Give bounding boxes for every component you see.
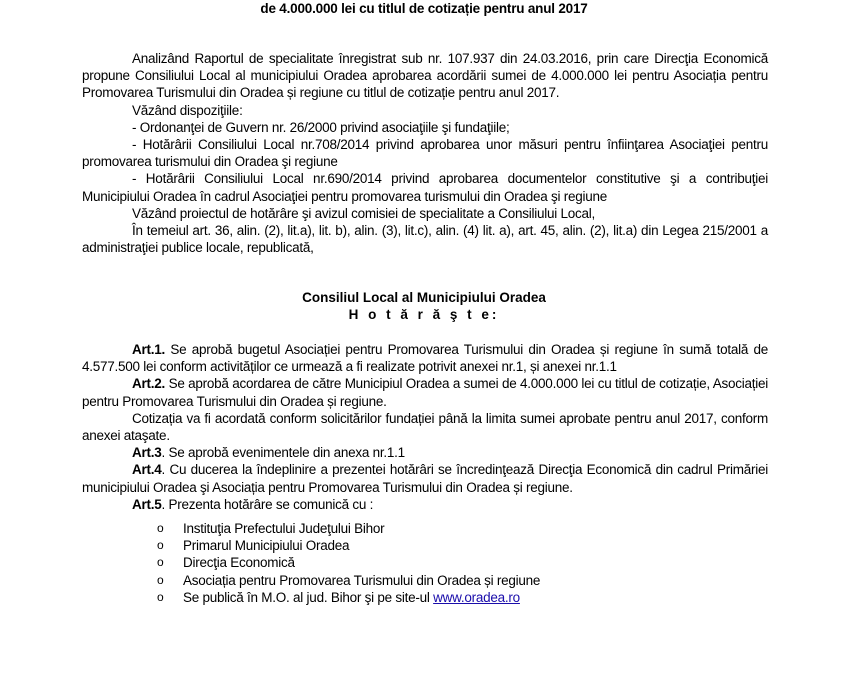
recipient-text: Instituţia Prefectului Judeţului Bihor <box>183 521 385 536</box>
article-4 <box>82 461 768 495</box>
article-label: Art.3 <box>132 445 162 461</box>
bullet-icon: o <box>157 555 164 570</box>
list-item <box>157 520 540 537</box>
article-label: Art.1. <box>132 342 166 357</box>
article-label: Art.2. <box>132 376 166 392</box>
recipients-list <box>157 520 540 606</box>
dispozitie-item: - Hotărârii Consiliului Local nr.690/2014 privind aprobarea documentelor constitutive şi a contribuţiei Municipiului Oradea în cadrul Asociaţiei pentru promovarea turismului din Oradea şi regiune <box>82 171 768 204</box>
hotaraste-heading: H o t ă r ă ş t e: <box>348 307 500 323</box>
publication-text: Se publică în M.O. al jud. Bihor şi pe site-ul <box>183 589 434 605</box>
recipient-text: Direcţia Economică <box>183 555 295 571</box>
article-text: . Cu ducerea la îndeplinire a prezentei hotărâri se încredinţează Direcţia Economică din cadrul Primăriei municipiului Oradea şi Asociația pentru Promovarea Turismului din Oradea și regiune. <box>82 462 768 495</box>
article-text: . Se aprobă evenimentele din anexa nr.1.1 <box>161 445 405 461</box>
recipient-text: Asociația pentru Promovarea Turismului din Oradea și regiune <box>183 572 541 588</box>
article-1 <box>82 341 768 375</box>
recipient-text: Primarul Municipiului Oradea <box>183 538 350 554</box>
article-text: Se aprobă acordarea de către Municipiul Oradea a sumei de 4.000.000 lei cu titlul de cotizație, Asociației pentru Promovarea Turismului din Oradea și regiune. <box>82 376 768 409</box>
bullet-icon: o <box>157 589 164 604</box>
vazand-proiectul: Văzând proiectul de hotărâre şi avizul comisiei de specialitate a Consiliului Local, <box>132 205 596 221</box>
council-name: Consiliul Local al Municipiului Oradea <box>302 290 546 305</box>
bullet-icon: o <box>157 572 164 587</box>
article-label: Art.5 <box>132 496 162 512</box>
dispozitie-item: - Hotărârii Consiliului Local nr.708/2014 privind aprobarea unor măsuri pentru înfiinţarea Asociaţiei pentru promovarea turismului din Oradea şi regiune <box>82 137 768 170</box>
articles-block <box>82 341 768 513</box>
article-text: Se aprobă bugetul Asociației pentru Promovarea Turismului din Oradea și regiune în sumă totală de 4.577.500 lei conform activităților ce urmează a fi realizate potrivit anexei nr.1, și anexei nr.1.1 <box>82 342 768 375</box>
list-item <box>157 537 540 554</box>
preamble-block <box>82 50 768 256</box>
article-5 <box>82 496 768 513</box>
dispozitie-item: - Ordonanţei de Guvern nr. 26/2000 privind asociaţiile şi fundaţiile; <box>132 119 510 135</box>
in-temeiul-paragraph: În temeiul art. 36, alin. (2), lit.a), lit. b), alin. (3), lit.c), alin. (4) lit. a), art. 45, alin. (2), lit.a) din Legea 215/2001 a administraţiei publice locale, republicată, <box>82 223 768 256</box>
bullet-icon: o <box>157 538 164 553</box>
bullet-icon: o <box>157 521 164 535</box>
article-label: Art.4 <box>132 462 162 478</box>
oradea-website-link[interactable]: www.oradea.ro <box>433 589 520 605</box>
article-2 <box>82 375 768 409</box>
cotizatia-paragraph: Cotizația va fi acordată conform solicitărilor fundației până la limita sumei aprobate pentru anul 2017, conform anexei ataşate. <box>82 410 768 444</box>
article-text: . Prezenta hotărâre se comunică cu : <box>161 496 374 512</box>
list-item <box>157 572 540 589</box>
article-3 <box>82 444 768 461</box>
document-title-line: de 4.000.000 lei cu titlul de cotizație pentru anul 2017 <box>260 1 588 16</box>
vazand-dispozitiile: Văzând dispoziţiile: <box>132 102 243 118</box>
list-item <box>157 589 540 606</box>
council-heading <box>0 289 848 323</box>
list-item <box>157 554 540 571</box>
intro-paragraph: Analizând Raportul de specialitate înregistrat sub nr. 107.937 din 24.03.2016, prin care Direcţia Economică propune Consiliului Local al municipiului Oradea aprobarea acordării sumei de 4.000.000 lei pentru Asociația pentru Promovarea Turismului din Oradea și regiune cu titlul de cotizație pentru anul 2017. <box>82 51 768 101</box>
